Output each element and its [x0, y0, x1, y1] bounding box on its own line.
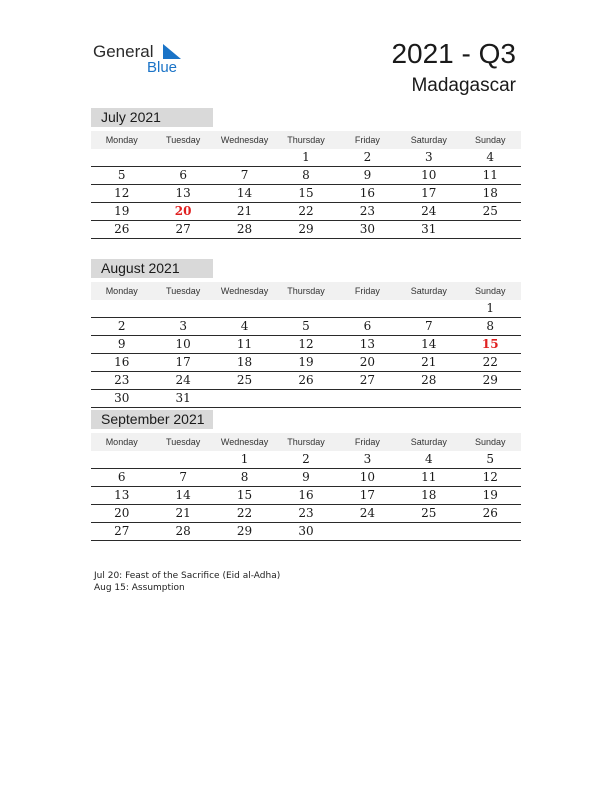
- week-row: [91, 390, 521, 408]
- day-cell: [91, 149, 152, 166]
- day-cell: 14: [421, 337, 437, 351]
- day-cell: 13: [114, 488, 130, 502]
- day-cell: 17: [175, 355, 191, 369]
- day-cell: 11: [482, 168, 498, 182]
- week-row: [91, 318, 521, 336]
- holiday-day-cell: 15: [481, 337, 499, 351]
- month-label: September 2021: [91, 410, 213, 429]
- week-row: [91, 505, 521, 523]
- week-row: [91, 300, 521, 318]
- weekday-header: [91, 433, 521, 451]
- weekday-label: Thursday: [287, 135, 325, 145]
- day-cell: 4: [240, 319, 249, 333]
- week-row: [91, 149, 521, 167]
- day-cell: 30: [298, 524, 314, 538]
- day-cell: 26: [482, 506, 498, 520]
- week-row: [91, 203, 521, 221]
- weekday-label: Sunday: [474, 437, 506, 447]
- day-cell: 29: [236, 524, 253, 538]
- day-cell: [275, 390, 336, 407]
- day-cell: 2: [302, 452, 310, 466]
- week-row: [91, 221, 521, 239]
- day-cell: 31: [421, 222, 437, 236]
- day-cell: [214, 390, 275, 407]
- day-cell: 5: [117, 168, 126, 182]
- day-cell: 19: [114, 204, 130, 218]
- day-cell: 23: [359, 204, 376, 218]
- day-cell: 3: [425, 150, 433, 164]
- day-cell: 16: [114, 355, 130, 369]
- weekday-label: Tuesday: [166, 286, 201, 296]
- day-cell: [152, 300, 213, 317]
- week-row: [91, 336, 521, 354]
- month-label: August 2021: [91, 259, 213, 278]
- day-cell: 28: [236, 222, 253, 236]
- day-cell: [152, 149, 213, 166]
- day-cell: 8: [240, 470, 249, 484]
- day-cell: 14: [175, 488, 191, 502]
- day-cell: [460, 523, 521, 540]
- holiday-note: Aug 15: Assumption: [94, 583, 185, 593]
- day-cell: 12: [298, 337, 314, 351]
- month-block: [91, 259, 521, 408]
- day-cell: 19: [298, 355, 314, 369]
- weekday-label: Tuesday: [166, 437, 201, 447]
- day-cell: 9: [117, 337, 126, 351]
- day-cell: 18: [421, 488, 437, 502]
- weekday-label: Sunday: [474, 135, 506, 145]
- holiday-day-cell: 20: [174, 204, 192, 218]
- week-row: [91, 185, 521, 203]
- day-cell: 9: [363, 168, 372, 182]
- day-cell: 4: [425, 452, 433, 466]
- day-cell: 17: [421, 186, 437, 200]
- day-cell: 27: [114, 524, 130, 538]
- day-cell: 2: [363, 150, 372, 164]
- day-cell: 14: [236, 186, 253, 200]
- day-cell: 5: [302, 319, 310, 333]
- week-row: [91, 487, 521, 505]
- week-row: [91, 167, 521, 185]
- month-block: [91, 108, 521, 239]
- day-cell: 24: [175, 373, 191, 387]
- day-cell: 3: [179, 319, 187, 333]
- day-cell: 18: [236, 355, 253, 369]
- weekday-label: Sunday: [474, 286, 506, 296]
- day-cell: 26: [298, 373, 314, 387]
- week-row: [91, 372, 521, 390]
- day-cell: [460, 390, 521, 407]
- week-row: [91, 523, 521, 541]
- holiday-note: Jul 20: Feast of the Sacrifice (Eid al-Adha): [94, 571, 281, 581]
- week-row: [91, 354, 521, 372]
- day-cell: 9: [302, 470, 310, 484]
- day-cell: 18: [482, 186, 498, 200]
- day-cell: 4: [486, 150, 495, 164]
- day-cell: 10: [359, 470, 376, 484]
- weekday-label: Friday: [354, 437, 380, 447]
- day-cell: 7: [425, 319, 433, 333]
- day-cell: 27: [175, 222, 191, 236]
- day-cell: [214, 149, 275, 166]
- day-cell: 13: [359, 337, 376, 351]
- day-cell: 20: [114, 506, 130, 520]
- day-cell: 8: [302, 168, 310, 182]
- weekday-label: Thursday: [287, 286, 325, 296]
- day-cell: 1: [302, 150, 310, 164]
- day-cell: 22: [482, 355, 498, 369]
- day-cell: [214, 300, 275, 317]
- weekday-label: Monday: [105, 135, 138, 145]
- day-cell: [91, 300, 152, 317]
- day-cell: 1: [486, 301, 495, 315]
- day-cell: 7: [179, 470, 187, 484]
- day-cell: [398, 523, 459, 540]
- day-cell: 6: [179, 168, 187, 182]
- day-cell: 22: [298, 204, 314, 218]
- day-cell: 23: [114, 373, 130, 387]
- week-row: [91, 451, 521, 469]
- day-cell: 21: [421, 355, 437, 369]
- day-cell: [398, 300, 459, 317]
- weekday-label: Saturday: [410, 286, 447, 296]
- page-title: 2021 - Q3: [391, 38, 516, 69]
- weekday-label: Saturday: [410, 135, 447, 145]
- day-cell: [337, 390, 398, 407]
- day-cell: 25: [421, 506, 437, 520]
- day-cell: 30: [359, 222, 376, 236]
- day-cell: 13: [175, 186, 191, 200]
- day-cell: 1: [240, 452, 249, 466]
- day-cell: 10: [421, 168, 437, 182]
- month-block: [91, 410, 521, 541]
- day-cell: 10: [175, 337, 191, 351]
- country-name: Madagascar: [411, 75, 516, 96]
- day-cell: 7: [240, 168, 249, 182]
- day-cell: 30: [114, 391, 130, 405]
- day-cell: 15: [236, 488, 253, 502]
- weekday-label: Wednesday: [220, 437, 269, 447]
- day-cell: 26: [114, 222, 130, 236]
- day-cell: 31: [175, 391, 191, 405]
- weekday-label: Tuesday: [166, 135, 201, 145]
- weekday-header: [91, 131, 521, 149]
- logo-text-general: General: [93, 42, 154, 61]
- day-cell: 23: [298, 506, 314, 520]
- day-cell: 6: [363, 319, 372, 333]
- weekday-header: [91, 282, 521, 300]
- day-cell: 29: [482, 373, 498, 387]
- day-cell: 20: [359, 355, 376, 369]
- day-cell: [152, 451, 213, 468]
- day-cell: 5: [486, 452, 495, 466]
- day-cell: [275, 300, 336, 317]
- day-cell: 17: [359, 488, 376, 502]
- day-cell: [337, 523, 398, 540]
- weekday-label: Friday: [354, 286, 380, 296]
- day-cell: 21: [236, 204, 253, 218]
- weekday-label: Monday: [105, 437, 138, 447]
- day-cell: 24: [421, 204, 437, 218]
- weekday-label: Saturday: [410, 437, 447, 447]
- logo: [93, 40, 193, 80]
- day-cell: 15: [298, 186, 314, 200]
- logo-triangle-icon: [161, 44, 181, 60]
- weekday-label: Thursday: [287, 437, 325, 447]
- day-cell: 6: [117, 470, 126, 484]
- day-cell: 11: [421, 470, 437, 484]
- day-cell: 28: [421, 373, 437, 387]
- day-cell: [337, 300, 398, 317]
- weekday-label: Monday: [105, 286, 138, 296]
- day-cell: 29: [298, 222, 314, 236]
- day-cell: 12: [482, 470, 498, 484]
- day-cell: 16: [298, 488, 314, 502]
- day-cell: [91, 451, 152, 468]
- day-cell: 3: [363, 452, 372, 466]
- day-cell: 8: [486, 319, 495, 333]
- logo-text-blue: Blue: [147, 59, 178, 76]
- day-cell: 16: [359, 186, 376, 200]
- day-cell: 25: [482, 204, 498, 218]
- week-row: [91, 469, 521, 487]
- day-cell: 21: [175, 506, 191, 520]
- weekday-label: Wednesday: [220, 135, 269, 145]
- day-cell: 27: [359, 373, 376, 387]
- weekday-label: Wednesday: [220, 286, 269, 296]
- day-cell: [398, 390, 459, 407]
- day-cell: 2: [117, 319, 126, 333]
- month-label: July 2021: [91, 108, 213, 127]
- day-cell: 28: [175, 524, 191, 538]
- holiday-notes: [94, 570, 280, 594]
- day-cell: 24: [359, 506, 376, 520]
- day-cell: [460, 221, 521, 238]
- day-cell: 19: [482, 488, 498, 502]
- day-cell: 22: [236, 506, 253, 520]
- day-cell: 25: [236, 373, 253, 387]
- day-cell: 11: [236, 337, 253, 351]
- weekday-label: Friday: [354, 135, 380, 145]
- day-cell: 12: [114, 186, 130, 200]
